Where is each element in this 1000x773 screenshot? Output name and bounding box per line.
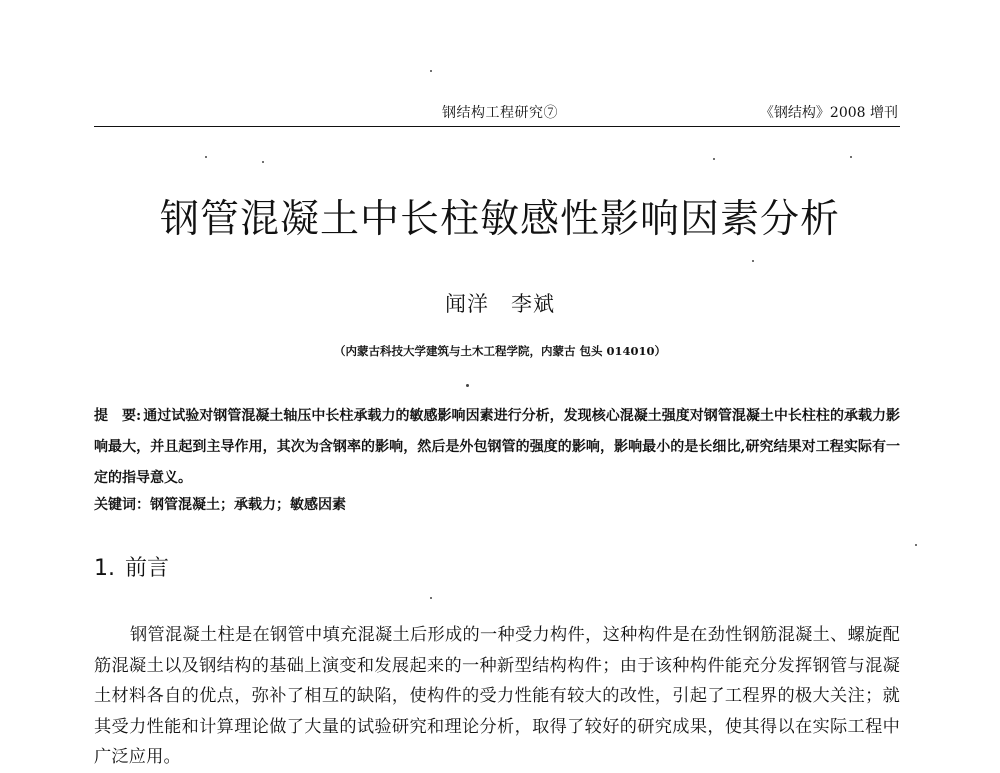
author-affiliation: （内蒙古科技大学建筑与土木工程学院，内蒙古 包头 014010）	[333, 344, 666, 358]
keywords-label: 关键词：	[94, 497, 150, 513]
scan-speck	[752, 260, 754, 262]
section-number: 1.	[94, 556, 115, 581]
keywords-block	[94, 493, 900, 517]
scan-speck	[850, 156, 852, 158]
abstract-text: 通过试验对钢管混凝土轴压中长柱承载力的敏感影响因素进行分析，发现核心混凝土强度对钢管混凝土中长柱柱的承载力影响最大，并且起到主导作用，其次为含钢率的影响，然后是外包钢管的强度的影响，影响最小的是长细比,研究结果对工程实际有一定的指导意义。	[94, 408, 900, 486]
scan-speck	[430, 597, 432, 599]
scan-speck	[205, 156, 207, 158]
author-name: 闻洋	[445, 292, 489, 316]
paper-title: 钢管混凝土中长柱敏感性影响因素分析	[159, 197, 840, 242]
scan-speck	[713, 158, 715, 160]
scan-speck	[466, 384, 469, 387]
section-title: 前言	[125, 556, 170, 581]
keywords-text: 钢管混凝土；承载力；敏感因素	[150, 497, 346, 513]
abstract-label: 提 要:	[94, 408, 142, 424]
running-header	[94, 100, 900, 127]
author-list	[0, 288, 1000, 318]
abstract-block	[94, 401, 900, 494]
author-name: 李斌	[511, 292, 555, 316]
section-heading	[94, 551, 169, 582]
body-paragraph: 钢管混凝土柱是在钢管中填充混凝土后形成的一种受力构件，这种构件是在劲性钢筋混凝土、螺旋配筋混凝土以及钢结构的基础上演变和发展起来的一种新型结构构件；由于该种构件能充分发挥钢管与混凝土材料各自的优点，弥补了相互的缺陷，使构件的受力性能有较大的改性，引起了工程界的极大关注；就其受力性能和计算理论做了大量的试验研究和理论分析，取得了较好的研究成果，使其得以在实际工程中广泛应用。	[94, 625, 900, 767]
running-header-series: 钢结构工程研究⑦	[442, 105, 558, 121]
scan-speck	[262, 161, 264, 163]
scan-speck	[430, 70, 432, 72]
running-header-journal: 《钢结构》2008 增刊	[759, 105, 898, 121]
scan-speck	[915, 544, 917, 546]
